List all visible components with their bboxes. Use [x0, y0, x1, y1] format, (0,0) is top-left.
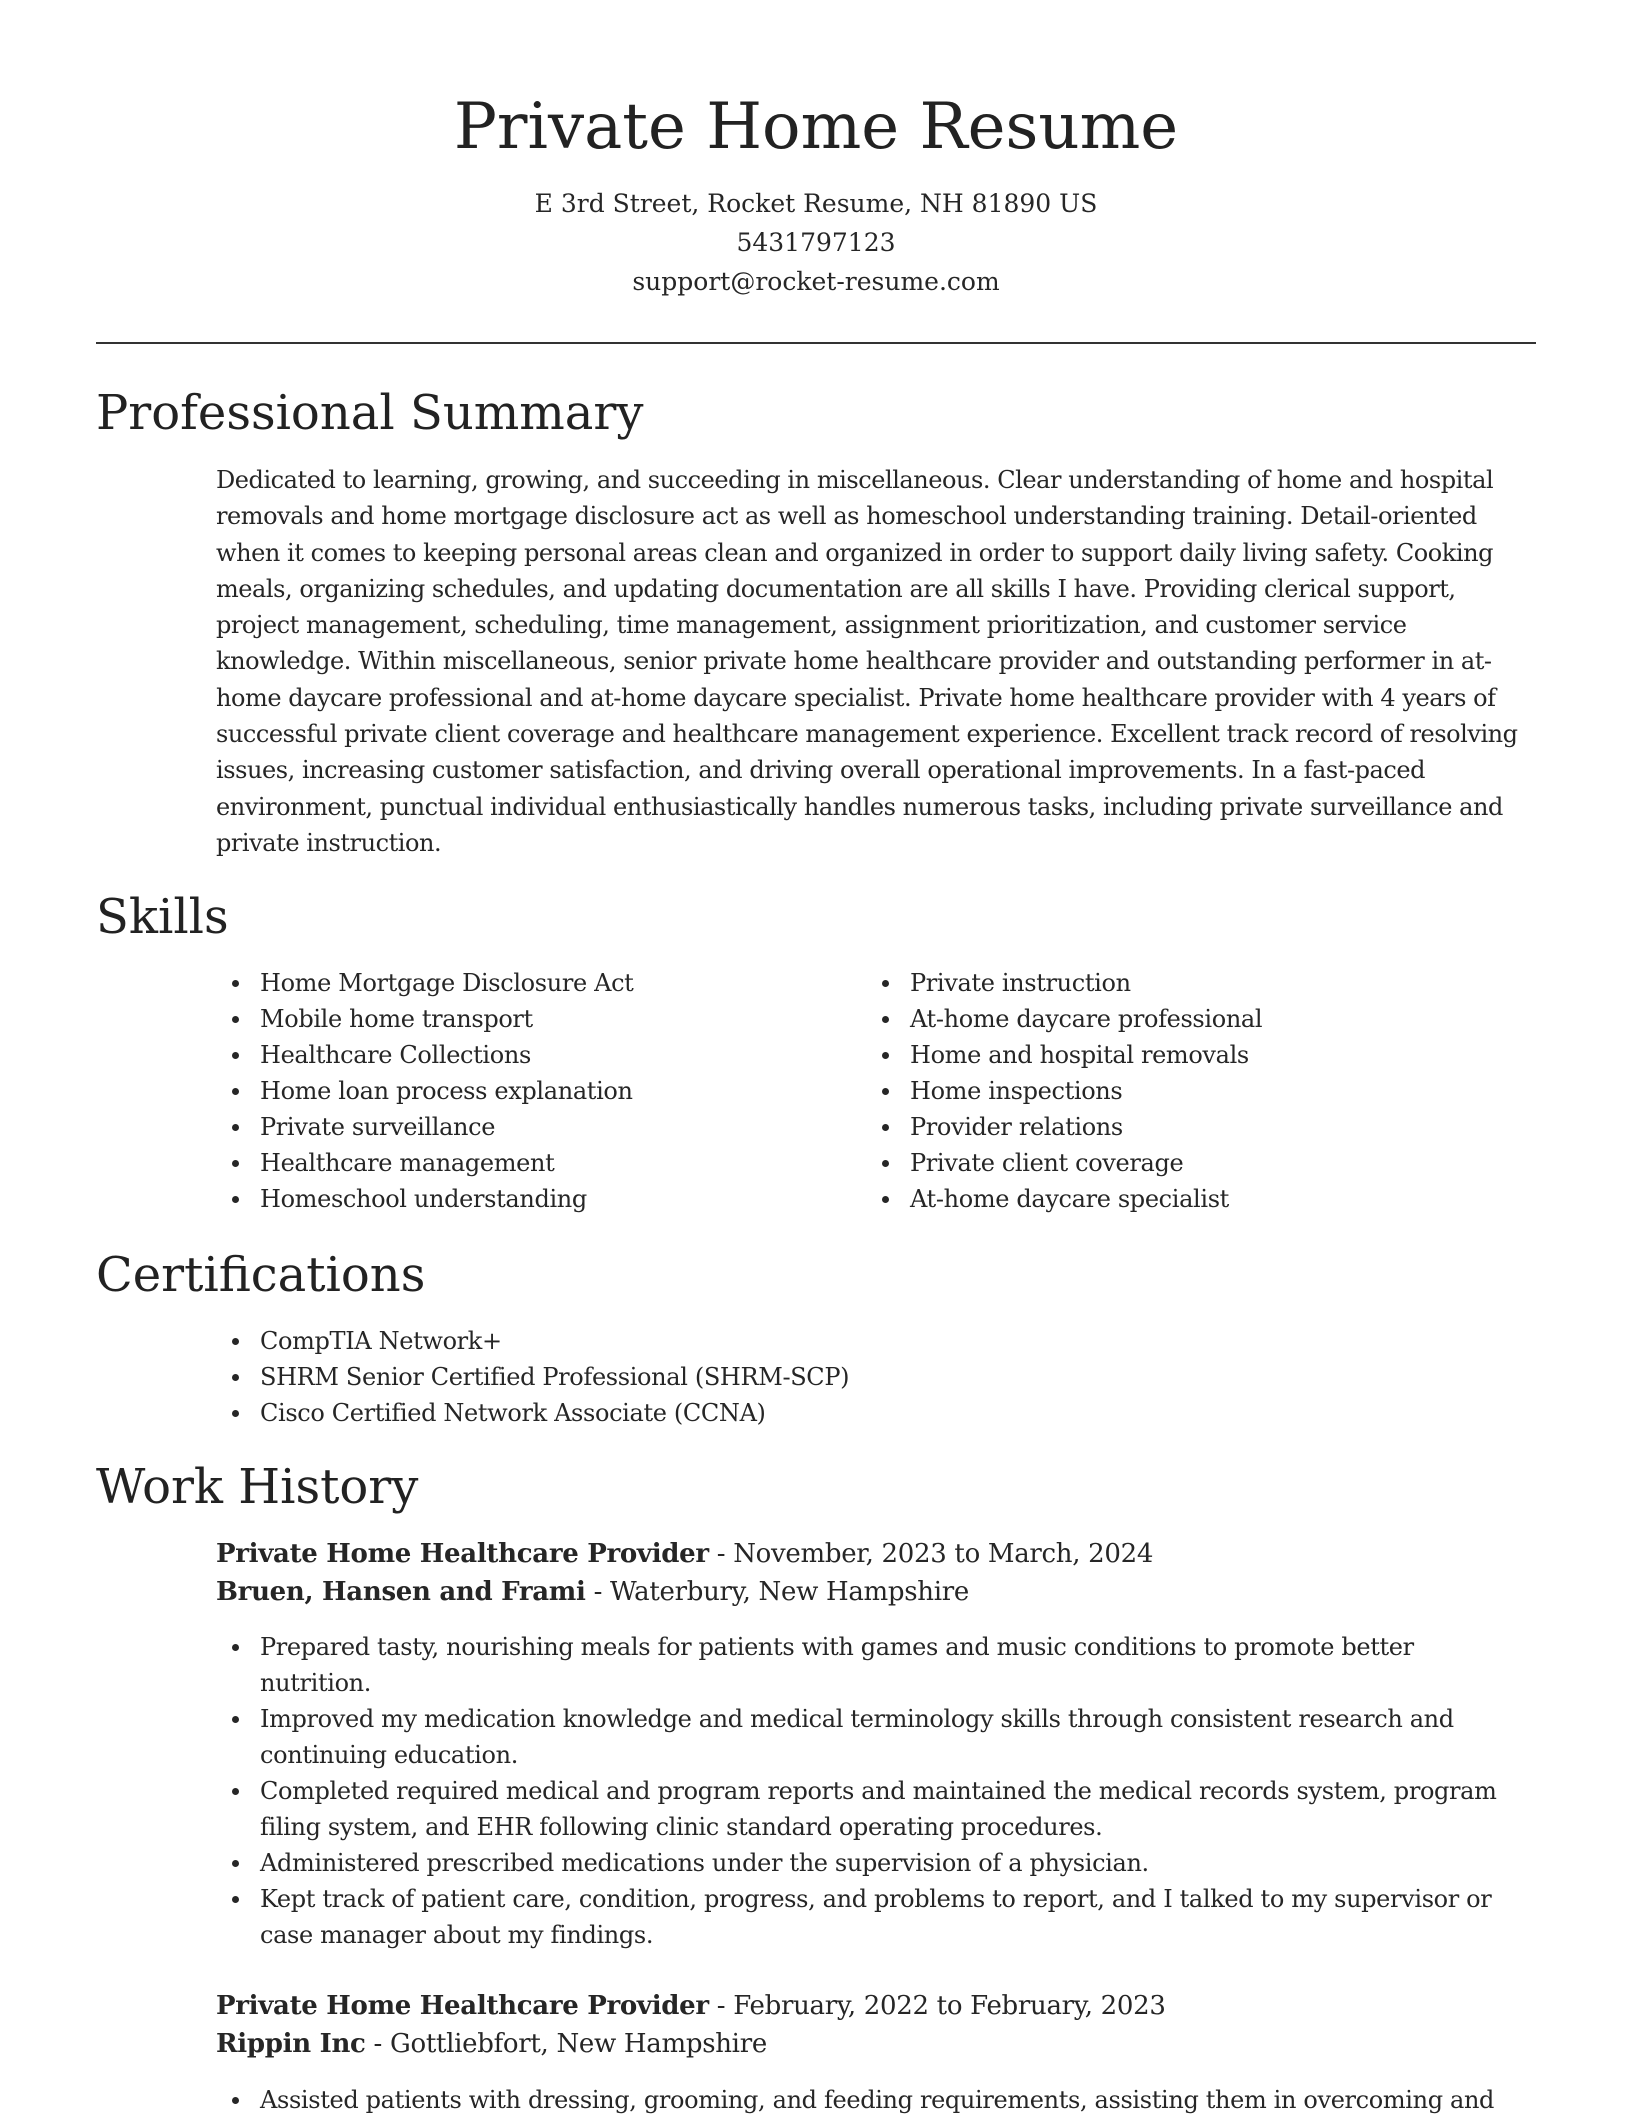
- job-title-line: [216, 1987, 1166, 2025]
- email: support@rocket-resume.com: [632, 267, 1000, 296]
- job-duty: Assisted patients with dressing, grooming, and feeding requirements, assisting them in overcoming and: [216, 2082, 1516, 2118]
- job-role: Private Home Healthcare Provider: [216, 1539, 709, 1569]
- job-location: Gottliebfort, New Hampshire: [390, 2029, 767, 2059]
- skills-list-left: [216, 965, 836, 1217]
- summary-heading: Professional Summary: [96, 385, 644, 441]
- skill-item: Home loan process explanation: [216, 1073, 836, 1109]
- contact-info: [0, 184, 1632, 301]
- phone: 5431797123: [736, 228, 896, 257]
- separator: -: [716, 1539, 734, 1569]
- certification-item: Cisco Certified Network Associate (CCNA): [216, 1395, 1516, 1431]
- certification-item: SHRM Senior Certified Professional (SHRM-SCP): [216, 1359, 1516, 1395]
- skill-item: Home inspections: [866, 1073, 1486, 1109]
- skills-list-right: [866, 965, 1486, 1217]
- skills-heading: Skills: [96, 889, 229, 945]
- skill-item: Provider relations: [866, 1109, 1486, 1145]
- certifications-list: [216, 1323, 1516, 1431]
- skill-item: Healthcare management: [216, 1145, 836, 1181]
- job-dates: November, 2023 to March, 2024: [733, 1539, 1154, 1569]
- job-dates: February, 2022 to February, 2023: [733, 1991, 1166, 2021]
- job-duty: Prepared tasty, nourishing meals for patients with games and music conditions to promote better nutrition.: [216, 1629, 1516, 1701]
- job-duty: Improved my medication knowledge and medical terminology skills through consistent research and continuing education.: [216, 1701, 1516, 1773]
- separator: -: [593, 1577, 611, 1607]
- job-duty: Kept track of patient care, condition, progress, and problems to report, and I talked to my supervisor or case manager about my findings.: [216, 1881, 1516, 1953]
- skill-item: Homeschool understanding: [216, 1181, 836, 1217]
- skill-item: Home and hospital removals: [866, 1037, 1486, 1073]
- separator: -: [716, 1991, 734, 2021]
- summary-text: Dedicated to learning, growing, and succeeding in miscellaneous. Clear understanding of home and hospital removals and home mortgage disclosure act as well as homeschool understanding training. Detail-oriented when it comes to keeping personal areas clean and organized in order to support daily living safety. Cooking meals, organizing schedules, and updating documentation are all skills I have. Providing clerical support, project management, scheduling, time management, assignment prioritization, and customer service knowledge. Within miscellaneous, senior private home healthcare provider and outstanding performer in at-home daycare professional and at-home daycare specialist. Private home healthcare provider with 4 years of successful private client coverage and healthcare management experience. Excellent track record of resolving issues, increasing customer satisfaction, and driving overall operational improvements. In a fast-paced environment, punctual individual enthusiastically handles numerous tasks, including private surveillance and private instruction.: [216, 466, 1518, 857]
- skill-item: At-home daycare specialist: [866, 1181, 1486, 1217]
- job-location: Waterbury, New Hampshire: [610, 1577, 969, 1607]
- job-duties-list: [216, 1629, 1516, 1953]
- job-role: Private Home Healthcare Provider: [216, 1991, 709, 2021]
- skill-item: Private surveillance: [216, 1109, 836, 1145]
- job-duty: Administered prescribed medications under the supervision of a physician.: [216, 1845, 1516, 1881]
- job-duty: Completed required medical and program reports and maintained the medical records system, program filing system, and EHR following clinic standard operating procedures.: [216, 1773, 1516, 1845]
- resume-name: Private Home Resume: [453, 90, 1179, 164]
- job-company: Rippin Inc: [216, 2029, 366, 2059]
- job-company-line: [216, 2025, 767, 2063]
- skill-item: Private instruction: [866, 965, 1486, 1001]
- certifications-heading: Certifications: [96, 1247, 426, 1303]
- job-duties-list: [216, 2082, 1516, 2118]
- skill-item: Private client coverage: [866, 1145, 1486, 1181]
- skill-item: At-home daycare professional: [866, 1001, 1486, 1037]
- header-divider: [96, 342, 1536, 344]
- address: E 3rd Street, Rocket Resume, NH 81890 US: [534, 189, 1098, 218]
- certification-item: CompTIA Network+: [216, 1323, 1516, 1359]
- separator: -: [373, 2029, 390, 2059]
- job-title-line: [216, 1535, 1153, 1573]
- skill-item: Mobile home transport: [216, 1001, 836, 1037]
- work-history-heading: Work History: [96, 1459, 419, 1515]
- skill-item: Home Mortgage Disclosure Act: [216, 965, 836, 1001]
- skill-item: Healthcare Collections: [216, 1037, 836, 1073]
- job-company: Bruen, Hansen and Frami: [216, 1577, 586, 1607]
- resume-header: [0, 0, 1632, 301]
- job-company-line: [216, 1573, 969, 1611]
